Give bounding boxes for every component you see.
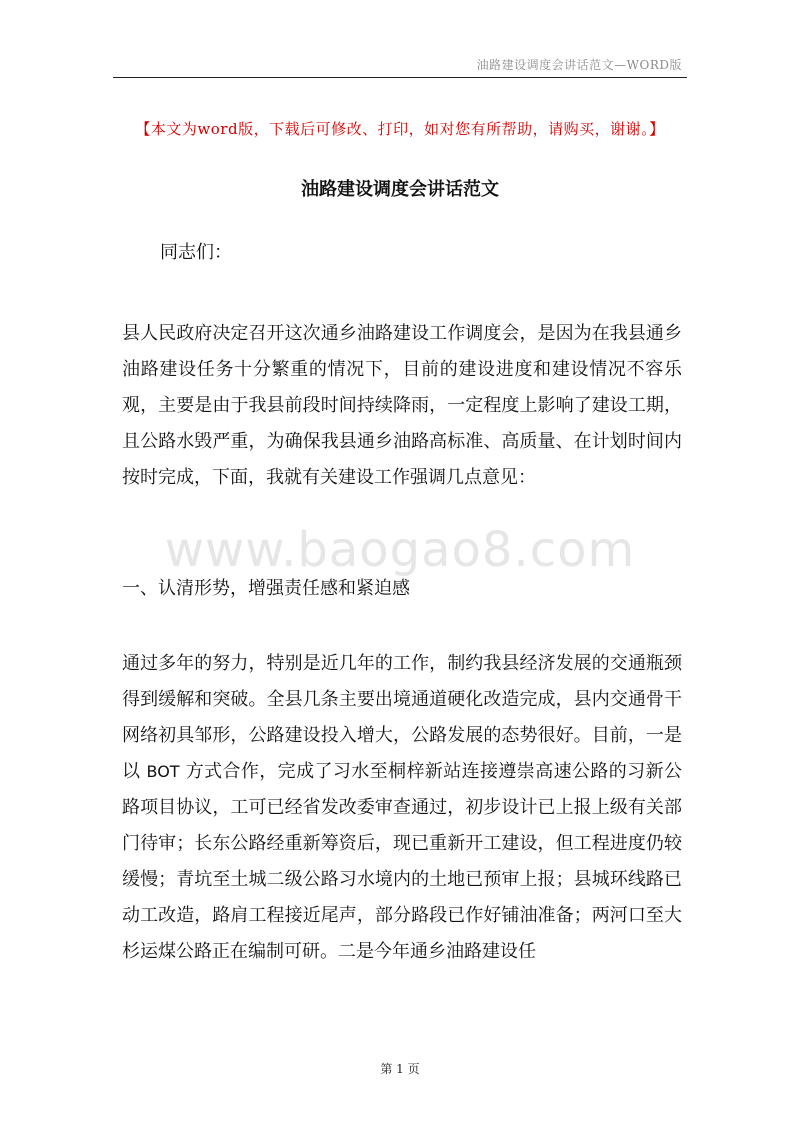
bot-term: BOT — [146, 762, 180, 781]
paragraph-text: 通过多年的努力，特别是近几年的工作，制约我县经济发展的交通瓶颈得到缓解和突破。全县几条主要出境通道硬化改造完成，县内交通骨干网络初具邹形，公路建设投入增大，公路发展的态势很好。目前，一是以 — [122, 653, 682, 782]
body-paragraph-2 — [122, 646, 682, 970]
page-number: 第 1 页 — [380, 1062, 420, 1076]
document-title: 油路建设调度会讲话范文 — [301, 179, 499, 200]
purchase-notice: 【本文为word版，下载后可修改、打印，如对您有所帮助，请购买，谢谢。】 — [135, 120, 665, 138]
watermark: www.baogao8.com — [164, 522, 636, 578]
header-rule — [113, 77, 687, 78]
running-header: 油路建设调度会讲话范文—WORD版 — [476, 58, 682, 72]
section-heading-1: 一、认清形势，增强责任感和紧迫感 — [122, 578, 410, 599]
paragraph-text: 方式合作，完成了习水至桐梓新站连接遵崇高速公路的习新公路项目协议，工可已经省发改委审查通过，初步设计已上报上级有关部门待审；长东公路经重新筹资后，现已重新开工建设，但工程进度仍较缓慢；青坑至土城二级公路习水境内的土地已预审上报；县城环线路已动工改造，路肩工程接近尾声，部分路段已作好铺油准备；两河口至大杉运煤公路正在编制可研。二是今年通乡油路建设任 — [122, 761, 682, 962]
salutation: 同志们： — [160, 242, 232, 263]
intro-paragraph: 县人民政府决定召开这次通乡油路建设工作调度会，是因为在我县通乡油路建设任务十分繁重的情况下，目前的建设进度和建设情况不容乐观，主要是由于我县前段时间持续降雨，一定程度上影响了建设工期，且公路水毁严重，为确保我县通乡油路高标准、高质量、在计划时间内按时完成，下面，我就有关建设工作强调几点意见： — [122, 323, 682, 488]
